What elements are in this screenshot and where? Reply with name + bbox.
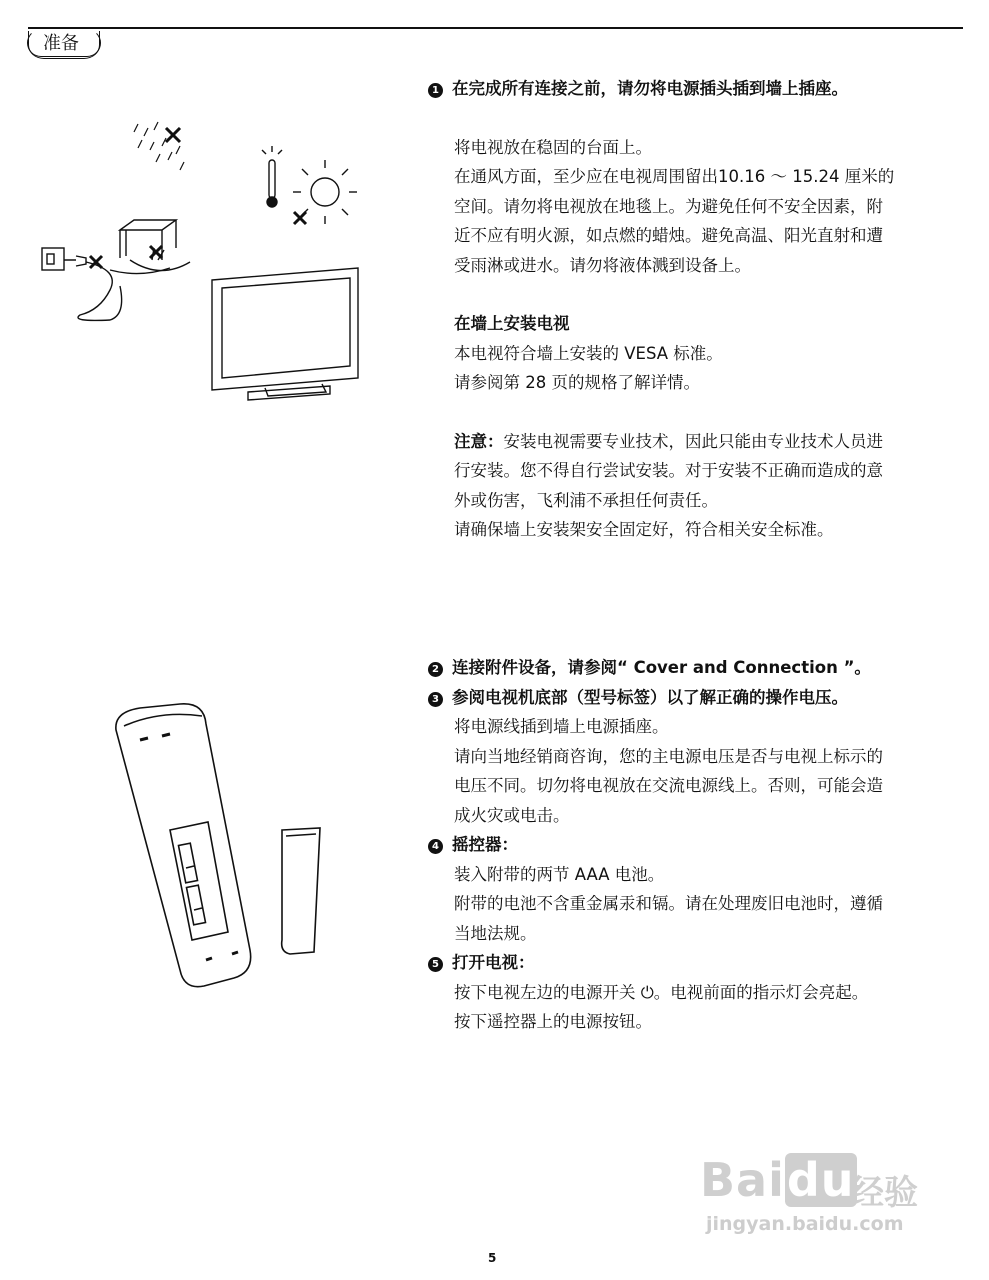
text-line: 本电视符合墙上安装的 VESA 标准。 <box>454 343 723 363</box>
text-line: 空间。请勿将电视放在地毯上。为避免任何不安全因素，附 <box>454 196 883 216</box>
text-line: 请确保墙上安装架安全固定好，符合相关安全标准。 <box>454 520 834 539</box>
text-line: 在通风方面，至少应在电视周围留出10.16 ～ 15.24 厘米的 <box>454 167 895 186</box>
cross-icon <box>166 128 180 142</box>
step-3-heading: 3 参阅电视机底部（型号标签）以了解正确的操作电压。 <box>428 683 958 713</box>
tv-safety-illustration <box>30 110 390 410</box>
step-number-badge: 4 <box>428 839 443 854</box>
top-rule <box>28 27 963 29</box>
watermark-logo: Baidu <box>700 1153 855 1207</box>
section-preparation-block-1 <box>428 74 958 545</box>
table-icon <box>120 220 190 271</box>
text-line: 按下遥控器上的电源按钮。 <box>454 1012 652 1031</box>
step-4-heading: 4 摇控器： <box>428 830 958 860</box>
section-title: 准备 <box>28 31 100 59</box>
text-line: 按下电视左边的电源开关 ⏻。电视前面的指示灯会亮起。 <box>454 982 869 1002</box>
text-line: 受雨淋或进水。请勿将液体溅到设备上。 <box>454 255 751 275</box>
wall-mount-title: 在墙上安装电视 <box>454 314 570 333</box>
text-line: 请参阅第 28 页的规格了解详情。 <box>454 373 700 392</box>
text-line: 装入附带的两节 AAA 电池。 <box>454 864 665 884</box>
rain-icon <box>134 122 184 170</box>
text-line: 附带的电池不含重金属汞和镉。请在处理废旧电池时，遵循 <box>454 894 883 913</box>
step-5-heading: 5 打开电视： <box>428 948 958 978</box>
battery-cover <box>282 828 320 954</box>
text-line: 请向当地经销商咨询，您的主电源电压是否与电视上标示的 <box>454 746 883 766</box>
step-number-badge: 1 <box>428 83 443 98</box>
text-line: 行安装。您不得自行尝试安装。对于安装不正确而造成的意 <box>454 461 883 480</box>
text-line: 当地法规。 <box>454 923 537 943</box>
text-line: 成火灾或电击。 <box>454 805 570 825</box>
power-plug-icon <box>42 248 170 320</box>
note-line: 注意：安装电视需要专业技术，因此只能由专业技术人员进 <box>454 431 883 451</box>
thermometer-icon <box>262 146 282 207</box>
cross-icon <box>90 256 102 268</box>
step-number-badge: 3 <box>428 692 443 707</box>
battery-compartment <box>170 822 228 940</box>
text-line: 电压不同。切勿将电视放在交流电源线上。否则，可能会造 <box>454 776 883 795</box>
baidu-jingyan-watermark <box>700 1135 940 1245</box>
step-number-badge: 2 <box>428 662 443 677</box>
note-label: 注意： <box>454 431 504 451</box>
text-line: 将电源线插到墙上电源插座。 <box>454 717 669 736</box>
cross-icon <box>294 212 306 224</box>
text-line: 外或伤害，飞利浦不承担任何责任。 <box>454 490 718 510</box>
step-2-heading: 2 连接附件设备，请参阅“ Cover and Connection ”。 <box>428 653 958 683</box>
tv-icon <box>212 268 358 400</box>
step-1-heading: 1 在完成所有连接之前，请勿将电源插头插到墙上插座。 <box>428 74 958 104</box>
page-number: 5 <box>488 1251 497 1265</box>
cross-icon <box>150 246 162 258</box>
section-preparation-block-2 <box>428 653 958 1037</box>
text-line: 近不应有明火源，如点燃的蜡烛。避免高温、阳光直射和遭 <box>454 226 883 245</box>
remote-control-illustration <box>100 690 340 1010</box>
text-line: 将电视放在稳固的台面上。 <box>454 137 652 157</box>
step-number-badge: 5 <box>428 957 443 972</box>
watermark-url: jingyan.baidu.com <box>706 1213 904 1235</box>
watermark-cn: 经验 <box>850 1173 918 1213</box>
